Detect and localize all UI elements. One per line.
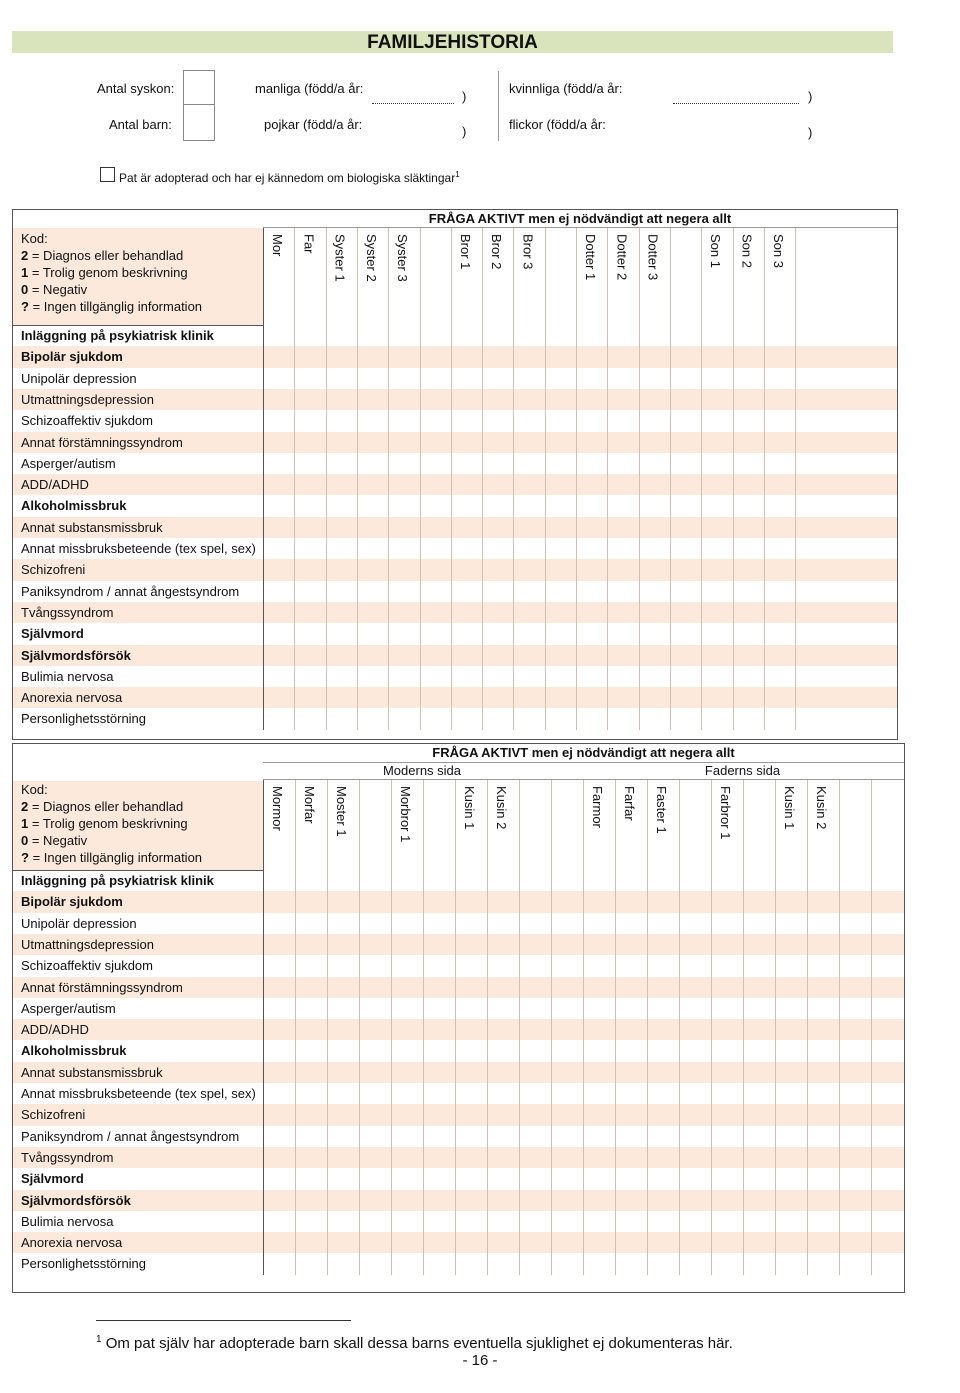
table2-header: FRÅGA AKTIVT men ej nödvändigt att negera allt [432,745,735,760]
column-gridline [679,780,680,1275]
kvinnliga-close: ) [808,89,813,104]
column-gridline [294,228,295,730]
column-header: Morbror 1 [398,786,413,843]
column-gridline [388,228,389,730]
condition-label: Paniksyndrom / annat ångestsyndrom [21,1128,240,1144]
column-separator [263,228,264,730]
page-title: FAMILJEHISTORIA [367,32,538,53]
column-header: Far [301,234,317,254]
condition-label: Asperger/autism [21,1000,116,1016]
antal-syskon-label: Antal syskon: [97,81,175,96]
column-gridline [545,228,546,730]
column-header: Mor [270,234,285,257]
fathers-side-label: Faderns sida [704,763,781,778]
condition-label: Annat missbruksbeteende (tex spel, sex) [21,541,256,556]
column-header: Syster 2 [363,234,379,282]
condition-label: Tvångssyndrom [21,604,114,620]
code-title-2: Kod: [21,782,48,797]
condition-label: Paniksyndrom / annat ångestsyndrom [21,583,240,599]
adopted-footnote-mark: 1 [455,170,460,179]
condition-label: Självmord [21,626,84,642]
column-gridline [647,780,648,1275]
table1-header: FRÅGA AKTIVT men ej nödvändigt att negera allt [428,211,732,226]
condition-label: Annat substansmissbruk [21,519,163,535]
footnote-mark: 1 [96,1334,102,1345]
page-number: - 16 - [462,1352,498,1369]
condition-row [13,1147,904,1168]
condition-label: Alkoholmissbruk [21,498,127,514]
kvinnliga-year-field[interactable] [673,102,799,104]
condition-label: Annat förstämningssyndrom [21,979,183,995]
column-header: Farbror 1 [718,786,733,840]
condition-label: Bulimia nervosa [21,1213,114,1229]
column-header: Syster 1 [332,234,348,282]
kvinnliga-label: kvinnliga (född/a år: [509,81,623,96]
column-gridline [420,228,421,730]
column-gridline [607,228,608,730]
condition-label: Tvångssyndrom [21,1149,114,1165]
condition-row [13,1253,904,1274]
code-line-0b: 0 = Negativ [21,833,88,848]
antal-barn-label: Antal barn: [109,117,172,132]
section-divider [498,71,499,141]
column-gridline [670,228,671,730]
column-header: Farmor [590,786,605,828]
pojkar-label: pojkar (född/a år: [264,117,363,132]
antal-syskon-box[interactable] [183,70,215,105]
manliga-close: ) [462,89,467,104]
column-header: Mormor [270,786,285,831]
column-header: Kusin 1 [782,786,797,830]
condition-label: Inläggning på psykiatrisk klinik [21,328,214,343]
column-header: Faster 1 [654,786,669,834]
condition-row [13,1083,904,1104]
condition-label: Schizoaffektiv sjukdom [21,958,153,974]
column-header: Kusin 2 [814,786,829,830]
condition-row [13,998,904,1019]
condition-label: Unipolär depression [21,915,137,931]
footnote-rule [96,1320,351,1321]
condition-label: Bulimia nervosa [21,668,114,684]
condition-row [13,1126,904,1147]
column-gridline [576,228,577,730]
column-gridline [639,228,640,730]
column-header: Kusin 2 [494,786,509,830]
condition-label: Asperger/autism [21,455,116,471]
column-gridline [455,780,456,1275]
condition-label: Självmordsförsök [21,647,131,663]
flickor-close: ) [808,125,813,140]
code-line-1b: 1 = Trolig genom beskrivning [21,816,188,831]
code-line-2b: 2 = Diagnos eller behandlad [21,799,184,814]
condition-row [13,977,904,998]
condition-row [13,891,904,912]
condition-row [13,1104,904,1125]
family-table-immediate [12,209,898,740]
column-gridline [519,780,520,1275]
column-gridline [795,228,796,730]
column-gridline [423,780,424,1275]
column-gridline [551,780,552,1275]
footnote [96,1331,733,1353]
condition-row [13,870,904,891]
column-header: Dotter 2 [614,234,630,281]
condition-row [13,1062,904,1083]
condition-label: Annat förstämningssyndrom [21,434,183,450]
condition-label: Självmord [21,1171,84,1187]
condition-row [13,1019,904,1040]
code-title: Kod: [21,231,48,246]
adopted-checkbox[interactable] [100,167,115,182]
flickor-label: flickor (född/a år: [509,117,606,132]
condition-label: Anorexia nervosa [21,1235,123,1251]
column-gridline [733,228,734,730]
column-gridline [711,780,712,1275]
condition-label: Schizofreni [21,1107,86,1123]
condition-label: Annat missbruksbeteende (tex spel, sex) [21,1086,256,1101]
column-header: Son 2 [739,234,755,268]
column-gridline [807,780,808,1275]
column-gridline [513,228,514,730]
condition-row [13,913,904,934]
condition-row [13,955,904,976]
column-gridline [327,780,328,1275]
pojkar-close: ) [462,124,467,139]
column-header: Dotter 3 [645,234,661,281]
condition-label: Anorexia nervosa [21,690,123,706]
mothers-side-label: Moderns sida [382,763,462,778]
column-gridline [775,780,776,1275]
condition-row [13,1211,904,1232]
column-header: Farfar [622,786,637,821]
column-gridline [764,228,765,730]
condition-label: Bipolär sjukdom [21,349,123,365]
condition-label: Personlighetsstörning [21,1256,147,1272]
column-header: Bror 1 [457,234,473,270]
column-gridline [357,228,358,730]
condition-label: Alkoholmissbruk [21,1043,127,1059]
column-gridline [451,228,452,730]
column-gridline [391,780,392,1275]
column-gridline [615,780,616,1275]
code-line-0: 0 = Negativ [21,282,88,297]
condition-label: Personlighetsstörning [21,711,147,727]
column-gridline [701,228,702,730]
table1-header-rule [263,227,897,228]
code-line-2: 2 = Diagnos eller behandlad [21,248,184,263]
condition-label: ADD/ADHD [21,477,89,493]
column-gridline [583,780,584,1275]
column-gridline [487,780,488,1275]
family-table-extended [12,743,905,1293]
column-header: Morfar [302,786,317,824]
condition-row [13,1040,904,1061]
condition-label: ADD/ADHD [21,1022,89,1038]
adopted-label: Pat är adopterad och har ej kännedom om biologiska släktingar [119,171,456,185]
code-line-q: ? = Ingen tillgänglig information [21,299,203,314]
condition-label: Inläggning på psykiatrisk klinik [21,873,214,888]
column-header: Kusin 1 [462,786,477,830]
column-header: Moster 1 [334,786,349,837]
column-separator [263,780,264,1275]
condition-label: Unipolär depression [21,370,137,386]
condition-label: Bipolär sjukdom [21,894,123,910]
column-gridline [743,780,744,1275]
column-header: Bror 3 [520,234,536,270]
manliga-label: manliga (född/a år: [255,81,364,96]
column-header: Bror 2 [489,234,505,270]
condition-row [13,934,904,955]
condition-label: Utmattningsdepression [21,936,154,952]
column-gridline [839,780,840,1275]
manliga-year-field[interactable] [372,102,454,104]
column-header: Dotter 1 [583,234,598,281]
condition-label: Schizofreni [21,562,86,578]
column-gridline [295,780,296,1275]
condition-label: Utmattningsdepression [21,391,154,407]
column-header: Syster 3 [395,234,411,282]
condition-label: Självmordsförsök [21,1192,131,1208]
column-gridline [359,780,360,1275]
condition-row [13,1190,904,1211]
column-header: Son 1 [708,234,724,268]
condition-label: Schizoaffektiv sjukdom [21,413,153,429]
code-line-qb: ? = Ingen tillgänglig information [21,850,203,865]
column-gridline [871,780,872,1275]
antal-barn-box[interactable] [183,104,215,141]
footnote-text: Om pat själv har adopterade barn skall dessa barns eventuella sjuklighet ej dokumenteras här. [101,1335,733,1352]
condition-label: Annat substansmissbruk [21,1064,163,1080]
condition-row [13,1168,904,1189]
column-header: Son 3 [770,234,786,268]
column-gridline [326,228,327,730]
condition-row [13,1232,904,1253]
code-line-1: 1 = Trolig genom beskrivning [21,265,188,280]
column-gridline [482,228,483,730]
